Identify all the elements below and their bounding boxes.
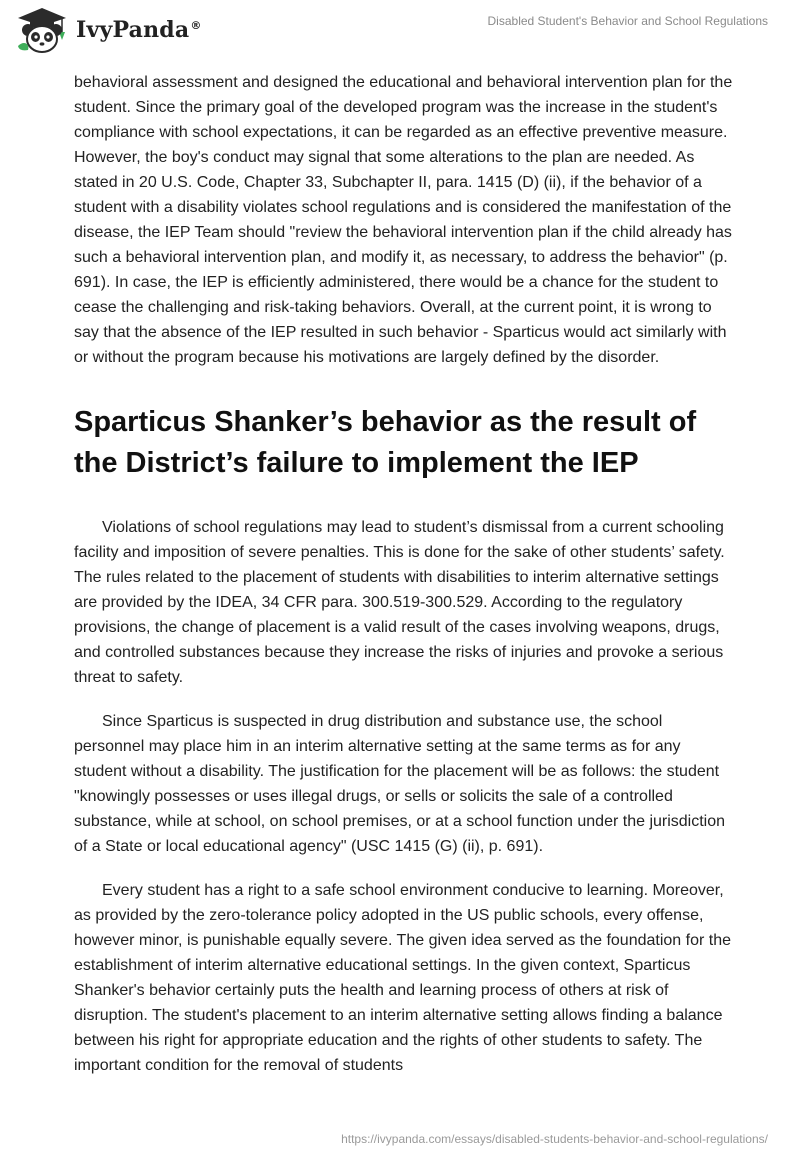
brand-name: IvyPanda® [76,17,202,43]
document-title: Disabled Student's Behavior and School Regulations [487,14,768,28]
paragraph: behavioral assessment and designed the educational and behavioral intervention plan for the student. Since the primary goal of the developed program was the increase in the student's compliance with school expectations, it can be regarded as an effective preventive measure. However, the boy's conduct may signal that some alterations to the plan are needed. As stated in 20 U.S. Code, Chapter 33, Subchapter II, para. 1415 (D) (ii), if the behavior of a student with a disability violates school regulations and is considered the manifestation of the disease, the IEP Team should "review the behavioral intervention plan if the child already has such a behavioral intervention plan, and modify it, as necessary, to address the behavior" (p. 691). In case, the IEP is efficiently administered, there would be a chance for the student to cease the challenging and risk-taking behaviors. Overall, at the current point, it is wrong to say that the absence of the IEP resulted in such behavior - Sparticus would act similarly with or without the program because his motivations are largely defined by the disorder. [74,74,733,366]
paragraph: Every student has a right to a safe school environment conducive to learning. Moreover, as provided by the zero-tolerance policy adopted in the US public schools, every offense, however minor, is punishable equally severe. The given idea served as the foundation for the establishment of interim alternative educational settings. In the given context, Sparticus Shanker's behavior certainly puts the health and learning process of others at risk of disruption. The student's placement to an interim alternative setting allows finding a balance between his right for appropriate education and the rights of other students to safety. The important condition for the removal of students [74,882,731,1074]
paragraph: Since Sparticus is suspected in drug distribution and substance use, the school personnel may place him in an interim alternative setting at the same terms as for any student without a disability. The justification for the placement will be as follows: the student "knowingly possesses or uses illegal drugs, or sells or solicits the sale of a controlled substance, while at school, on school premises, or at a school function under the jurisdiction of a State or local educational agency" (USC 1415 (G) (ii), p. 691). [74,713,726,855]
panda-graduate-icon [14,6,70,54]
article-body [74,70,734,1078]
registered-mark: ® [190,18,202,32]
paragraph: Violations of school regulations may lead to student’s dismissal from a current schooling facility and imposition of severe penalties. This is done for the sake of other students’ safety. The rules related to the placement of students with disabilities to interim alternative settings are provided by the IDEA, 34 CFR para. 300.519-300.529. According to the regulatory provisions, the change of placement is a valid result of the cases involving weapons, drugs, and controlled substances because they increase the risks of injuries and provoke a serious threat to safety. [74,519,725,686]
source-url[interactable]: https://ivypanda.com/essays/disabled-students-behavior-and-school-regulations/ [341,1132,768,1146]
section-heading: Sparticus Shanker’s behavior as the result of the District’s failure to implement the IEP [74,406,697,479]
page-header [0,0,800,64]
brand-logo[interactable] [14,6,202,54]
